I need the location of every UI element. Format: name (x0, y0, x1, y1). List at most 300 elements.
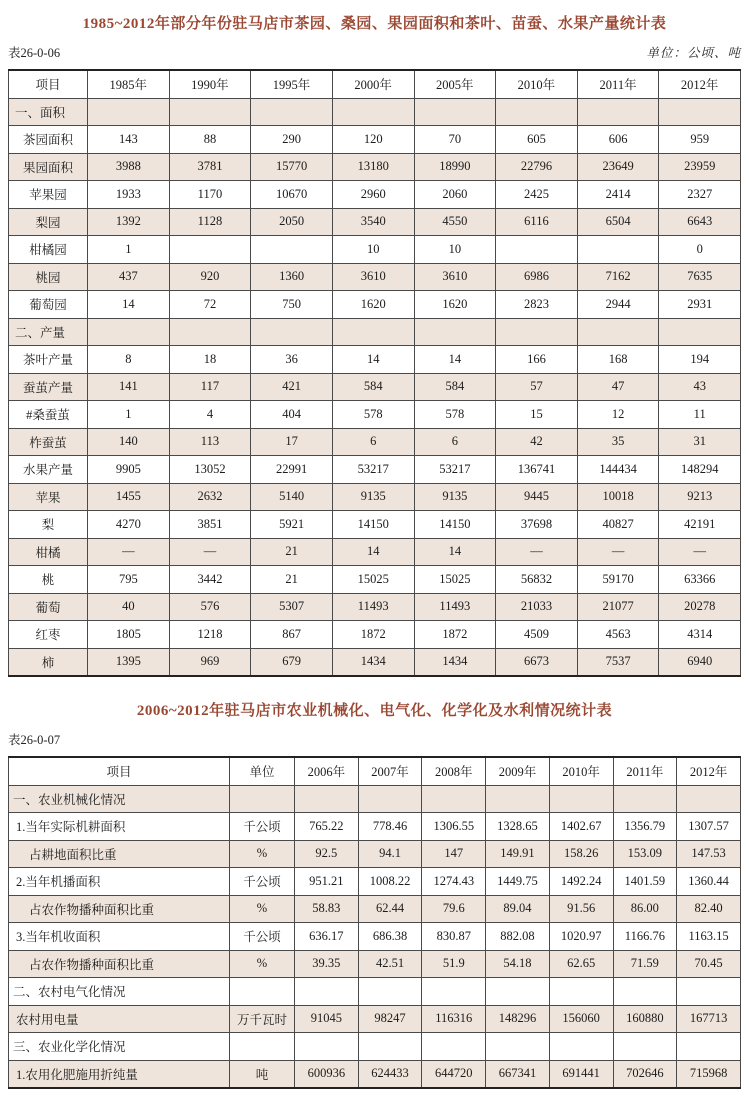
value-cell: 3781 (169, 153, 251, 181)
value-cell: 143 (88, 126, 170, 154)
value-cell: 606 (577, 126, 659, 154)
value-cell: 91.56 (549, 895, 613, 923)
value-cell: 404 (251, 401, 333, 429)
value-cell: 1 (88, 401, 170, 429)
value-cell (414, 318, 496, 346)
table-row (9, 291, 741, 319)
table-row (9, 428, 741, 456)
value-cell: 153.09 (613, 840, 677, 868)
value-cell: 578 (332, 401, 414, 429)
value-cell: 1356.79 (613, 813, 677, 841)
column-header: 1990年 (169, 70, 251, 98)
value-cell: 21077 (577, 593, 659, 621)
value-cell: 920 (169, 263, 251, 291)
value-cell (251, 318, 333, 346)
value-cell: 2632 (169, 483, 251, 511)
table-row (9, 1005, 741, 1033)
row-label: 柿 (9, 648, 88, 676)
value-cell: 1307.57 (677, 813, 741, 841)
value-cell: 1395 (88, 648, 170, 676)
value-cell: 15 (496, 401, 578, 429)
value-cell: 6986 (496, 263, 578, 291)
row-label: 桃园 (9, 263, 88, 291)
value-cell (422, 785, 486, 813)
value-cell: 120 (332, 126, 414, 154)
value-cell: 4314 (659, 621, 741, 649)
value-cell: 2327 (659, 181, 741, 209)
row-label: 红枣 (9, 621, 88, 649)
value-cell (88, 98, 170, 126)
column-header: 2009年 (486, 757, 550, 785)
value-cell: 6643 (659, 208, 741, 236)
value-cell: 1008.22 (358, 868, 422, 896)
value-cell: 72 (169, 291, 251, 319)
column-header: 2000年 (332, 70, 414, 98)
value-cell: 14 (88, 291, 170, 319)
row-label: #桑蚕茧 (9, 401, 88, 429)
value-cell: 82.40 (677, 895, 741, 923)
row-label: 茶园面积 (9, 126, 88, 154)
value-cell: 21033 (496, 593, 578, 621)
value-cell: 636.17 (295, 923, 359, 951)
table2-title: 2006~2012年驻马店市农业机械化、电气化、化学化及水利情况统计表 (136, 703, 613, 719)
value-cell: 576 (169, 593, 251, 621)
value-cell (358, 785, 422, 813)
table-row (9, 648, 741, 676)
value-cell (577, 236, 659, 264)
column-header: 1985年 (88, 70, 170, 98)
value-cell (577, 318, 659, 346)
row-label: 二、产量 (9, 318, 88, 346)
value-cell: 605 (496, 126, 578, 154)
value-cell (422, 1033, 486, 1061)
section-row (9, 785, 741, 813)
value-cell: 22991 (251, 456, 333, 484)
unit-cell: % (230, 950, 295, 978)
table-row (9, 153, 741, 181)
value-cell: 15025 (332, 566, 414, 594)
value-cell (677, 1033, 741, 1061)
value-cell (332, 318, 414, 346)
value-cell: 1401.59 (613, 868, 677, 896)
value-cell: 35 (577, 428, 659, 456)
table-row (9, 538, 741, 566)
header-row (9, 757, 741, 785)
value-cell: 13180 (332, 153, 414, 181)
value-cell: 42.51 (358, 950, 422, 978)
section-row (9, 1033, 741, 1061)
table-row (9, 950, 741, 978)
value-cell: 57 (496, 373, 578, 401)
value-cell: 167713 (677, 1005, 741, 1033)
row-label: 水果产量 (9, 456, 88, 484)
value-cell (677, 978, 741, 1006)
column-header: 2008年 (422, 757, 486, 785)
value-cell (251, 236, 333, 264)
value-cell: 1933 (88, 181, 170, 209)
row-label: 农村用电量 (9, 1005, 230, 1033)
value-cell: 15025 (414, 566, 496, 594)
value-cell: 6 (414, 428, 496, 456)
value-cell: 1805 (88, 621, 170, 649)
value-cell: 12 (577, 401, 659, 429)
value-cell: 63366 (659, 566, 741, 594)
value-cell: 1434 (332, 648, 414, 676)
value-cell: 156060 (549, 1005, 613, 1033)
value-cell: 89.04 (486, 895, 550, 923)
value-cell: 6504 (577, 208, 659, 236)
value-cell: 750 (251, 291, 333, 319)
value-cell: 4563 (577, 621, 659, 649)
area-production-table (8, 69, 741, 677)
table2-number: 表26-0-07 (8, 733, 61, 747)
column-header: 2012年 (659, 70, 741, 98)
row-label: 梨园 (9, 208, 88, 236)
value-cell: 140 (88, 428, 170, 456)
table-row (9, 511, 741, 539)
value-cell: 421 (251, 373, 333, 401)
value-cell: 867 (251, 621, 333, 649)
value-cell: 91045 (295, 1005, 359, 1033)
value-cell: — (659, 538, 741, 566)
value-cell: 71.59 (613, 950, 677, 978)
value-cell: 92.5 (295, 840, 359, 868)
table1-header (9, 70, 741, 98)
value-cell: 194 (659, 346, 741, 374)
table-row (9, 126, 741, 154)
value-cell: 40827 (577, 511, 659, 539)
value-cell: 3610 (332, 263, 414, 291)
row-label: 柞蚕茧 (9, 428, 88, 456)
value-cell: 148296 (486, 1005, 550, 1033)
value-cell: 584 (414, 373, 496, 401)
value-cell: 56832 (496, 566, 578, 594)
value-cell: 882.08 (486, 923, 550, 951)
column-header: 单位 (230, 757, 295, 785)
column-header: 2011年 (613, 757, 677, 785)
value-cell: 22796 (496, 153, 578, 181)
column-header: 项目 (9, 757, 230, 785)
value-cell: 1274.43 (422, 868, 486, 896)
value-cell: 11493 (332, 593, 414, 621)
value-cell (496, 318, 578, 346)
value-cell: 600936 (295, 1060, 359, 1088)
value-cell: 160880 (613, 1005, 677, 1033)
value-cell (549, 978, 613, 1006)
value-cell: 5307 (251, 593, 333, 621)
value-cell: 6940 (659, 648, 741, 676)
column-header: 2010年 (549, 757, 613, 785)
header-row (9, 70, 741, 98)
value-cell: 168 (577, 346, 659, 374)
row-label: 3.当年机收面积 (9, 923, 230, 951)
row-label: 一、农业机械化情况 (9, 785, 230, 813)
value-cell: 7635 (659, 263, 741, 291)
section-row (9, 978, 741, 1006)
value-cell: 8 (88, 346, 170, 374)
value-cell: 14 (414, 346, 496, 374)
value-cell: 667341 (486, 1060, 550, 1088)
value-cell: 830.87 (422, 923, 486, 951)
table-row (9, 923, 741, 951)
value-cell: 147.53 (677, 840, 741, 868)
row-label: 苹果 (9, 483, 88, 511)
row-label: 柑橘园 (9, 236, 88, 264)
value-cell: 3442 (169, 566, 251, 594)
value-cell: 6673 (496, 648, 578, 676)
value-cell: 4 (169, 401, 251, 429)
column-header: 2011年 (577, 70, 659, 98)
table-row (9, 566, 741, 594)
value-cell: 2425 (496, 181, 578, 209)
value-cell: 1620 (332, 291, 414, 319)
value-cell: 1449.75 (486, 868, 550, 896)
value-cell: 14 (332, 346, 414, 374)
value-cell: 144434 (577, 456, 659, 484)
value-cell (358, 978, 422, 1006)
value-cell: — (169, 538, 251, 566)
value-cell: 2960 (332, 181, 414, 209)
value-cell: 51.9 (422, 950, 486, 978)
unit-cell: 千公顷 (230, 813, 295, 841)
value-cell: 578 (414, 401, 496, 429)
value-cell: 715968 (677, 1060, 741, 1088)
row-label: 蚕茧产量 (9, 373, 88, 401)
value-cell: 117 (169, 373, 251, 401)
value-cell: 11493 (414, 593, 496, 621)
row-label: 一、面积 (9, 98, 88, 126)
value-cell: 54.18 (486, 950, 550, 978)
table-row (9, 483, 741, 511)
value-cell: 3610 (414, 263, 496, 291)
value-cell: 18 (169, 346, 251, 374)
value-cell: 70.45 (677, 950, 741, 978)
value-cell: 1170 (169, 181, 251, 209)
table-row (9, 208, 741, 236)
table-row (9, 346, 741, 374)
column-header: 2006年 (295, 757, 359, 785)
table-row (9, 593, 741, 621)
value-cell: — (88, 538, 170, 566)
value-cell (486, 1033, 550, 1061)
value-cell (295, 978, 359, 1006)
value-cell (613, 1033, 677, 1061)
value-cell: 7537 (577, 648, 659, 676)
value-cell: 4270 (88, 511, 170, 539)
value-cell: 1218 (169, 621, 251, 649)
section-row (9, 318, 741, 346)
table-row (9, 181, 741, 209)
table-row (9, 1060, 741, 1088)
value-cell: 3988 (88, 153, 170, 181)
value-cell: 1166.76 (613, 923, 677, 951)
value-cell (169, 236, 251, 264)
value-cell: 1392 (88, 208, 170, 236)
value-cell: 1128 (169, 208, 251, 236)
value-cell (251, 98, 333, 126)
value-cell (677, 785, 741, 813)
row-label: 占农作物播种面积比重 (9, 950, 230, 978)
value-cell (549, 1033, 613, 1061)
value-cell: 3851 (169, 511, 251, 539)
value-cell: 1872 (414, 621, 496, 649)
value-cell: 6 (332, 428, 414, 456)
value-cell: 158.26 (549, 840, 613, 868)
table2-body (9, 785, 741, 1088)
row-label: 三、农业化学化情况 (9, 1033, 230, 1061)
column-header: 2010年 (496, 70, 578, 98)
column-header: 项目 (9, 70, 88, 98)
table-row (9, 840, 741, 868)
value-cell: 778.46 (358, 813, 422, 841)
value-cell: 21 (251, 538, 333, 566)
value-cell: 1434 (414, 648, 496, 676)
value-cell (659, 318, 741, 346)
table1-body (9, 98, 741, 676)
value-cell: 14 (332, 538, 414, 566)
value-cell: 136741 (496, 456, 578, 484)
row-label: 果园面积 (9, 153, 88, 181)
value-cell: 20278 (659, 593, 741, 621)
value-cell (549, 785, 613, 813)
unit-cell: 千公顷 (230, 923, 295, 951)
value-cell: 0 (659, 236, 741, 264)
value-cell (169, 98, 251, 126)
value-cell (577, 98, 659, 126)
row-label: 葡萄 (9, 593, 88, 621)
mechanization-table (8, 756, 741, 1089)
value-cell: 9135 (332, 483, 414, 511)
value-cell (486, 785, 550, 813)
value-cell: 37698 (496, 511, 578, 539)
table-row (9, 456, 741, 484)
value-cell (659, 98, 741, 126)
value-cell: 141 (88, 373, 170, 401)
row-label: 占耕地面积比重 (9, 840, 230, 868)
row-label: 占农作物播种面积比重 (9, 895, 230, 923)
value-cell: 686.38 (358, 923, 422, 951)
value-cell: 98247 (358, 1005, 422, 1033)
row-label: 桃 (9, 566, 88, 594)
value-cell: 113 (169, 428, 251, 456)
value-cell: 1360 (251, 263, 333, 291)
value-cell: 62.65 (549, 950, 613, 978)
table1-title: 1985~2012年部分年份驻马店市茶园、桑园、果园面积和茶叶、苗蚕、水果产量统计表 (82, 16, 667, 32)
unit-cell (230, 1033, 295, 1061)
row-label: 1.农用化肥施用折纯量 (9, 1060, 230, 1088)
value-cell: 1163.15 (677, 923, 741, 951)
value-cell: 1306.55 (422, 813, 486, 841)
table-row (9, 895, 741, 923)
value-cell: 23959 (659, 153, 741, 181)
value-cell: 3540 (332, 208, 414, 236)
value-cell (332, 98, 414, 126)
value-cell: 42191 (659, 511, 741, 539)
value-cell (295, 785, 359, 813)
value-cell: 10670 (251, 181, 333, 209)
column-header: 2012年 (677, 757, 741, 785)
value-cell: 624433 (358, 1060, 422, 1088)
value-cell: 1492.24 (549, 868, 613, 896)
value-cell: 1020.97 (549, 923, 613, 951)
value-cell: 702646 (613, 1060, 677, 1088)
value-cell: 88 (169, 126, 251, 154)
value-cell: 21 (251, 566, 333, 594)
value-cell: 1 (88, 236, 170, 264)
value-cell (613, 785, 677, 813)
table-row (9, 621, 741, 649)
unit-cell: 千公顷 (230, 868, 295, 896)
value-cell: 147 (422, 840, 486, 868)
value-cell: 584 (332, 373, 414, 401)
value-cell: 148294 (659, 456, 741, 484)
unit-cell (230, 978, 295, 1006)
value-cell: 5921 (251, 511, 333, 539)
section-row (9, 98, 741, 126)
value-cell: 10018 (577, 483, 659, 511)
value-cell: 9905 (88, 456, 170, 484)
value-cell: 18990 (414, 153, 496, 181)
value-cell: 40 (88, 593, 170, 621)
value-cell: 23649 (577, 153, 659, 181)
value-cell: 70 (414, 126, 496, 154)
value-cell: 94.1 (358, 840, 422, 868)
column-header: 1995年 (251, 70, 333, 98)
value-cell: 14150 (414, 511, 496, 539)
row-label: 2.当年机播面积 (9, 868, 230, 896)
value-cell: 644720 (422, 1060, 486, 1088)
value-cell (422, 978, 486, 1006)
value-cell: 14 (414, 538, 496, 566)
value-cell: 679 (251, 648, 333, 676)
table-row (9, 813, 741, 841)
value-cell: 9213 (659, 483, 741, 511)
value-cell: 10 (332, 236, 414, 264)
value-cell: 5140 (251, 483, 333, 511)
value-cell (88, 318, 170, 346)
value-cell: 1402.67 (549, 813, 613, 841)
table-row (9, 401, 741, 429)
value-cell: 42 (496, 428, 578, 456)
value-cell: 2931 (659, 291, 741, 319)
value-cell: 9445 (496, 483, 578, 511)
value-cell: 39.35 (295, 950, 359, 978)
value-cell (295, 1033, 359, 1061)
value-cell: 10 (414, 236, 496, 264)
value-cell: 290 (251, 126, 333, 154)
value-cell: 14150 (332, 511, 414, 539)
unit-cell: 吨 (230, 1060, 295, 1088)
table-row (9, 868, 741, 896)
value-cell: 166 (496, 346, 578, 374)
value-cell: 15770 (251, 153, 333, 181)
unit-cell: % (230, 840, 295, 868)
value-cell: 53217 (332, 456, 414, 484)
row-label: 梨 (9, 511, 88, 539)
value-cell: 31 (659, 428, 741, 456)
value-cell: 9135 (414, 483, 496, 511)
table-row (9, 373, 741, 401)
value-cell: 86.00 (613, 895, 677, 923)
value-cell: 1872 (332, 621, 414, 649)
table2-meta (8, 730, 741, 750)
value-cell (414, 98, 496, 126)
value-cell: 2060 (414, 181, 496, 209)
value-cell: 6116 (496, 208, 578, 236)
row-label: 葡萄园 (9, 291, 88, 319)
value-cell: 959 (659, 126, 741, 154)
value-cell: 1328.65 (486, 813, 550, 841)
